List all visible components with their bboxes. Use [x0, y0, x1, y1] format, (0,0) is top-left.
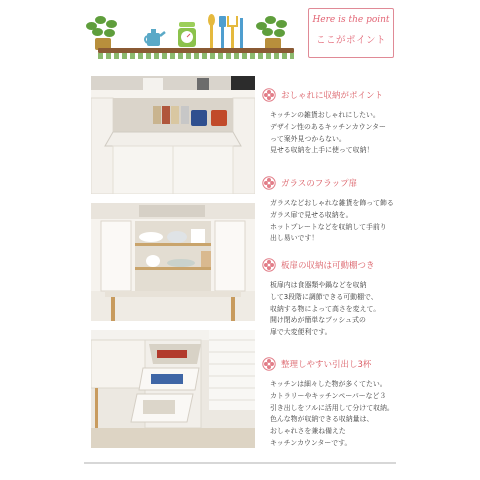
- point-label-en: Here is the point: [312, 15, 390, 25]
- photo-open-drawers: [91, 330, 255, 448]
- body-line: 扉で大変便利です。: [270, 328, 332, 337]
- feature-section: [262, 355, 400, 450]
- body-line: 見せる収納を上手に使って収納！: [270, 146, 374, 155]
- flower-icon: [262, 176, 276, 190]
- section-title: おしゃれに収納がポイント: [281, 91, 384, 101]
- section-body: [262, 379, 400, 450]
- section-body: [262, 198, 400, 245]
- body-line: 出し易いです！: [270, 234, 319, 243]
- utensils-icon: [206, 14, 246, 48]
- vine-decoration: [98, 53, 294, 59]
- body-line: 収納する物によって高さを変えて。: [270, 304, 381, 313]
- body-line: して3段階に調節できる可動棚で、: [270, 292, 378, 301]
- section-body: [262, 280, 400, 339]
- section-title: 整理しやすい引出し3杯: [281, 360, 372, 370]
- photo-flap-door-cabinet: [91, 76, 255, 194]
- section-header: [262, 86, 400, 104]
- body-line: 引き出しをフルに活用して分けて収納。: [270, 403, 394, 412]
- section-header: [262, 256, 400, 274]
- feature-section: [262, 174, 400, 245]
- footer-divider: [84, 462, 396, 464]
- kettle-icon: [142, 24, 166, 48]
- body-line: キッチンは細々した物が多くてたい。: [270, 380, 387, 388]
- body-line: キッチンカウンターです。: [270, 438, 352, 447]
- section-title: ガラスのフラップ扉: [281, 179, 358, 189]
- flower-icon: [262, 258, 276, 272]
- body-line: ガラス扉で見せる収納を。: [270, 210, 353, 219]
- body-line: って案外見つからない。: [270, 134, 346, 143]
- photo-sliding-door-shelf: [91, 203, 255, 321]
- body-line: デザイン性のあるキッチンカウンター: [270, 122, 386, 131]
- potted-plant-icon: [256, 14, 290, 50]
- potted-plant-icon: [86, 14, 120, 50]
- body-line: おしゃれさを兼ね備えた: [270, 427, 346, 436]
- header-banner: [84, 8, 396, 66]
- section-header: [262, 174, 400, 192]
- feature-section: [262, 256, 400, 339]
- section-title: 板扉の収納は可動棚つき: [281, 261, 375, 271]
- body-line: ホットプレートなどを収納して手前り: [270, 222, 387, 231]
- feature-section: [262, 86, 400, 157]
- body-line: ガラスなどおしゃれな雑貨を飾って飾る: [270, 199, 394, 207]
- flower-icon: [262, 357, 276, 371]
- section-header: [262, 355, 400, 373]
- point-label-jp: ここがポイント: [315, 35, 386, 46]
- section-body: [262, 110, 400, 157]
- body-line: 色んな物が収納できる収納量は、: [270, 415, 374, 424]
- kitchen-scale-icon: [176, 22, 198, 48]
- body-line: カトラリーやキッチンペーパーなど３: [270, 391, 387, 400]
- point-label-box: [308, 8, 394, 58]
- body-line: 開け閉めが簡単なプッシュ式の: [270, 316, 366, 325]
- body-line: 板扉内は食器類や鍋などを収納: [270, 281, 367, 289]
- flower-icon: [262, 88, 276, 102]
- body-line: キッチンの雑貨おしゃれにしたい。: [270, 111, 380, 119]
